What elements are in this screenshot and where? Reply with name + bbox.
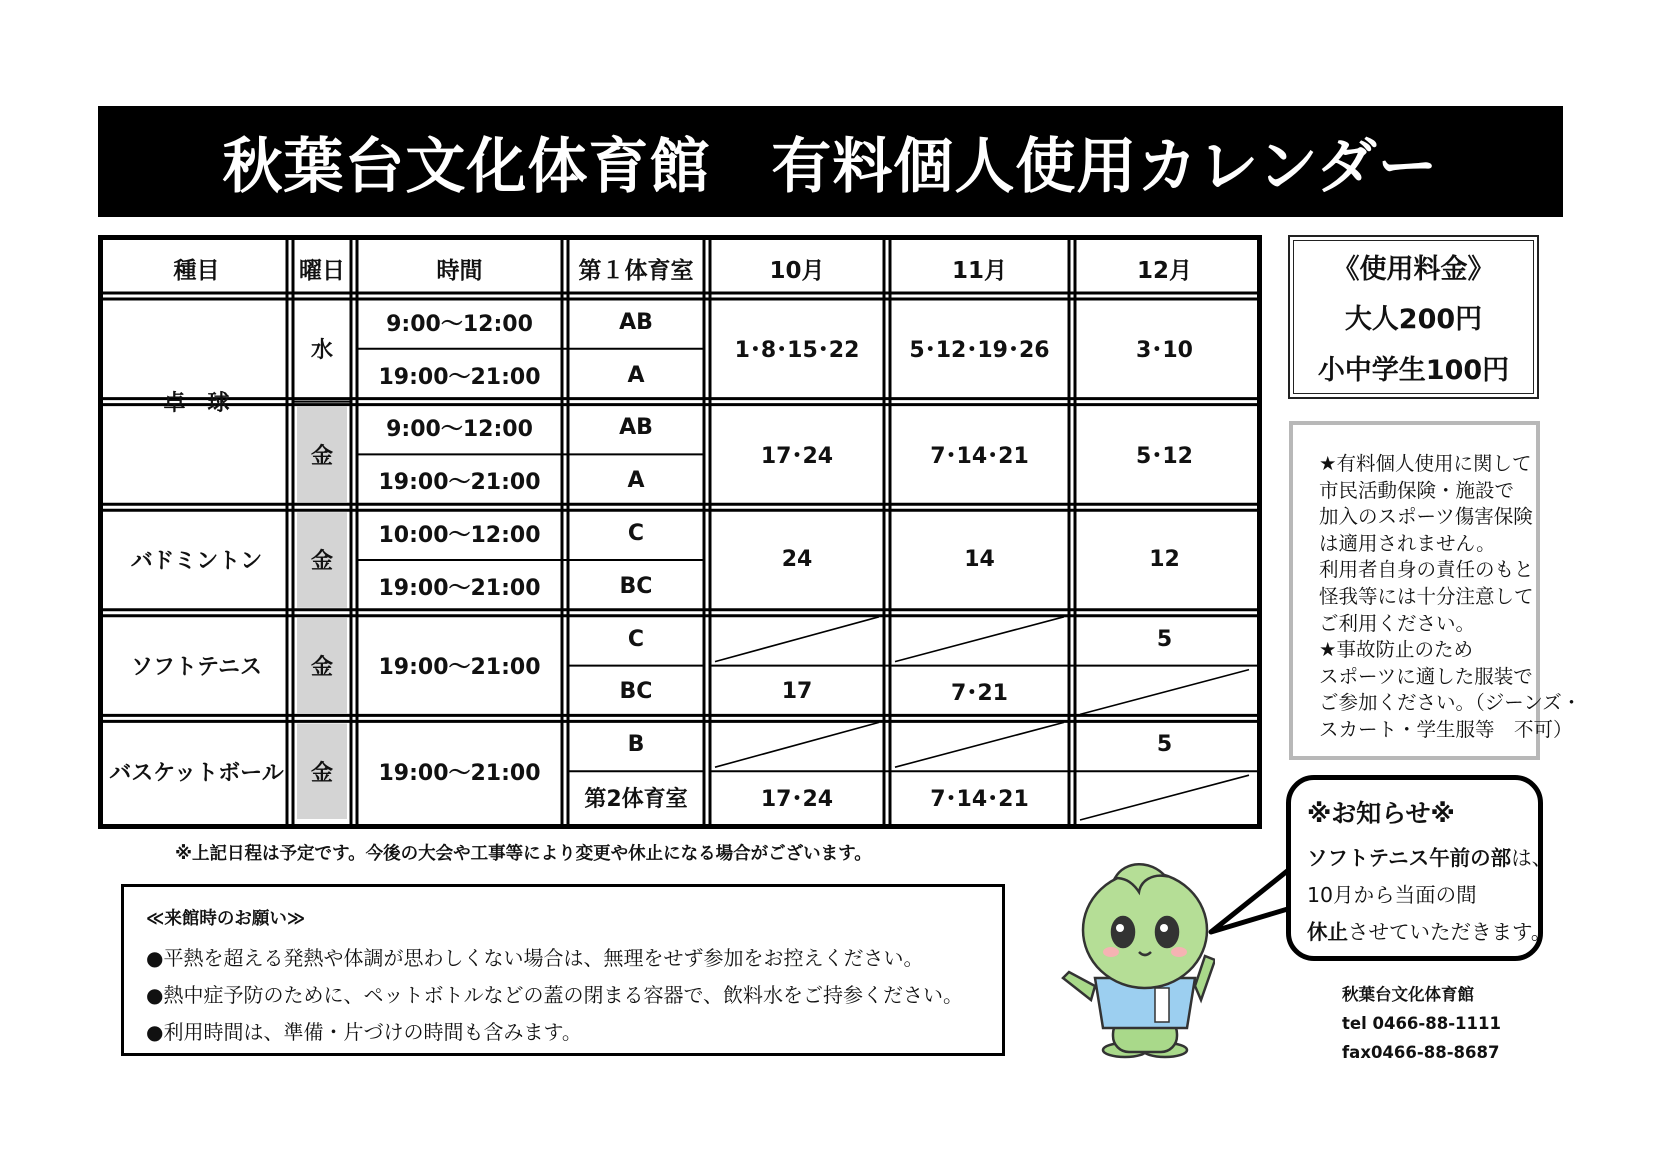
time-cell: 19:00～21:00 [378,470,541,496]
room-cell: A [627,468,645,494]
mascot-illustration [1055,860,1215,1060]
note-line: ご参加ください。（ジーンズ・ [1319,691,1582,715]
fee-box [1288,235,1539,399]
time-cell: 19:00～21:00 [378,655,541,681]
weekday-cell: 水 [310,338,333,364]
date-cell-oct: 24 [781,547,813,573]
title-banner [98,106,1563,217]
date-cell-nov: 5･12･19･26 [909,338,1050,364]
note-line: 市民活動保険・施設で [1319,478,1515,502]
time-cell: 19:00～21:00 [378,760,541,786]
room-cell: B [627,732,645,758]
notice-title: ※お知らせ※ [1307,799,1455,828]
empty-cell-slash [895,617,1064,662]
schedule-footnote: ※上記日程は予定です。今後の大会や工事等により変更や休止になる場合がございます。 [175,844,872,864]
date-cell-oct: 17 [781,679,813,705]
note-line: 怪我等には十分注意して [1319,584,1534,608]
fee-child: 小中学生100円 [1317,355,1510,387]
date-cell-oct: 17･24 [760,787,834,813]
note-line: スポーツに適した服装で [1319,664,1533,688]
date-cell-dec: 5 [1156,732,1173,758]
note-line: は適用されません。 [1319,531,1496,555]
contact-name: 秋葉台文化体育館 [1342,985,1474,1004]
time-cell: 10:00～12:00 [378,523,541,549]
date-cell-oct: 17･24 [760,443,834,469]
room-cell: C [627,521,645,547]
schedule-table [98,235,1262,829]
empty-cell-slash [1080,670,1249,715]
contact-fax: fax0466-88-8687 [1342,1043,1500,1062]
weekday-cell: 金 [310,443,333,469]
date-cell-dec: 3･10 [1136,338,1193,364]
date-cell-nov: 7･21 [951,681,1008,707]
date-cell-nov: 7･14･21 [930,443,1029,469]
column-header: 12月 [1136,257,1192,284]
column-header: 曜日 [299,257,345,284]
column-header: 11月 [951,257,1007,284]
date-cell-dec: 5 [1156,626,1173,652]
request-item: ●利用時間は、準備・片づけの時間も含みます。 [146,1020,582,1044]
date-cell-oct: 1･8･15･22 [734,338,860,364]
time-cell: 19:00～21:00 [378,364,541,390]
contact-info [1342,980,1501,1067]
page-title: 秋葉台文化体育館 有料個人使用カレンダー [222,131,1439,202]
time-cell: 19:00～21:00 [378,575,541,601]
note-line: ★事故防止のため [1319,638,1473,662]
room-cell: BC [619,573,653,599]
room-cell: BC [619,679,653,705]
notice-highlight: 休止 [1307,920,1348,944]
column-header: 第１体育室 [578,257,694,284]
room-cell: AB [619,415,653,441]
room-cell: A [627,362,645,388]
insurance-notes [1289,421,1582,760]
time-cell: 9:00～12:00 [386,417,533,443]
notice-line-1 [1307,840,1553,877]
date-cell-dec: 12 [1149,547,1180,573]
column-header: 10月 [769,257,825,284]
notice-text: させていただきます。 [1348,920,1552,944]
note-line: 加入のスポーツ傷害保険 [1319,505,1533,529]
time-cell: 9:00～12:00 [386,311,533,337]
request-item: ●平熱を超える発熱や体調が思わしくない場合は、無理をせず参加をお控えください。 [146,946,924,970]
notice-line-2: 10月から当面の間 [1307,883,1477,907]
sport-name: ソフトテニス [130,655,263,681]
weekday-cell: 金 [310,760,333,786]
empty-cell-slash [715,722,879,767]
notice-line-3 [1307,914,1552,951]
room-cell: 第2体育室 [584,787,688,813]
date-cell-nov: 14 [964,547,995,573]
column-header: 時間 [436,257,483,284]
notice-highlight: ソフトテニス午前の部 [1307,846,1512,870]
empty-cell-slash [715,617,879,662]
sport-name: バスケットボール [109,760,284,786]
note-line: ★有料個人使用に関して [1319,452,1532,475]
note-line: スカート・学生服等 不可） [1319,717,1573,741]
weekday-cell: 金 [310,549,333,575]
notice-text: は、 [1511,846,1553,870]
note-line: 利用者自身の責任のもと [1319,558,1534,582]
request-title: ≪来館時のお願い≫ [146,909,306,929]
note-line: ご利用ください。 [1319,611,1476,635]
room-cell: C [627,626,645,652]
visitor-requests [121,884,1005,1056]
notice-bubble [1286,775,1553,961]
room-cell: AB [619,309,653,335]
date-cell-dec: 5･12 [1136,443,1193,469]
sport-name: 卓 球 [163,391,230,417]
fee-title: 《使用料金》 [1332,253,1495,285]
empty-cell-slash [895,722,1064,767]
weekday-cell: 金 [310,655,333,681]
fee-adult: 大人200円 [1344,304,1483,336]
request-item: ●熱中症予防のために、ペットボトルなどの蓋の閉まる容器で、飲料水をご持参ください。 [146,983,964,1007]
contact-tel: tel 0466-88-1111 [1342,1014,1501,1033]
column-header: 種目 [173,257,220,284]
date-cell-nov: 7･14･21 [930,787,1029,813]
sport-name: バドミントン [130,549,263,575]
empty-cell-slash [1080,775,1249,820]
